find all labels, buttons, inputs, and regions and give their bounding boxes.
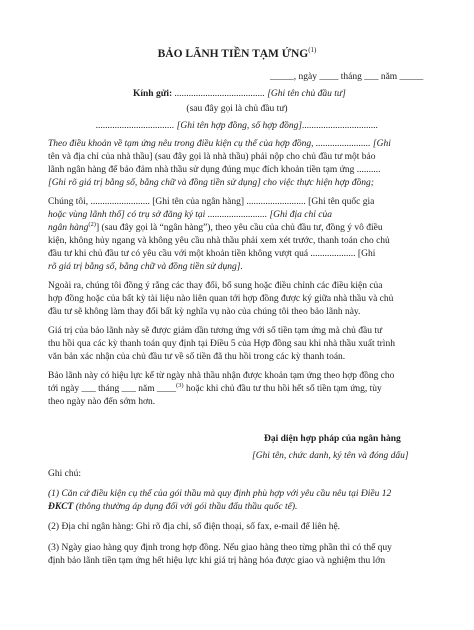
para2-line5: đầu tư khi chủ đầu tư có yêu cầu với một khoản tiền không vượt quá ................... [Ghi [48,249,376,259]
para5-line2 [48,383,382,395]
para4-line1: Giá trị của bảo lãnh này sẽ được giảm dần tương ứng với số tiền tạm ứng mà chủ đầu tư [48,326,383,336]
para2-line2: hoặc vùng lãnh thổ] có trụ sở đăng ký tại ......................... [Ghi địa chỉ của [48,210,332,220]
para4-line3: văn bản xác nhận của chủ đầu tư về số tiền đã thu hồi trong các kỳ thanh toán. [48,352,346,362]
footnote-marker-3: (3) [175,381,184,389]
para3-line2: hợp đồng hoặc của bất kỳ tài liệu nào liên quan tới hợp đồng được ký giữa nhà thầu và chủ [48,294,394,304]
para2-line6: rõ giá trị bằng số, bằng chữ và đồng tiền sử dụng]. [48,262,243,272]
para5-line1: Bảo lãnh này có hiệu lực kể từ ngày nhà thầu nhận được khoản tạm ứng theo hợp đồng cho [48,371,395,381]
note2: (2) Địa chỉ ngân hàng: Ghi rõ địa chỉ, số điện thoại, số fax, e-mail để liên hệ. [48,522,341,532]
contract-field: ................................. [Ghi tên hợp đồng, số hợp đồng]................................ [95,121,379,131]
para1-line2: tên và địa chỉ của nhà thầu] (sau đây gọi là nhà thầu) phải nộp cho chủ đầu tư một bảo [48,152,376,162]
para2-line1: Chúng tôi, ......................... [Ghi tên của ngân hàng] ......................... [Ghi tên quốc gia [48,197,375,207]
recipient-label: Kính gửi: [133,89,173,99]
recipient-field: ...................................... [Ghi tên chủ đầu tư] [172,89,346,99]
para1-line4: [Ghi rõ giá trị bằng số, bằng chữ và đồng tiền sử dụng] cho việc thực hiện hợp đồng; [48,178,374,188]
note3-line1: (3) Ngày giao hàng quy định trong hợp đồng. Nếu giao hàng theo từng phần thì có thể quy [48,543,392,553]
para3-line1: Ngoài ra, chúng tôi đồng ý rằng các thay đổi, bổ sung hoặc điều chỉnh các điều kiện của [48,281,383,291]
note1-tail: (thông thường áp dụng đối với gói thầu đấu thầu quốc tế). [73,502,298,512]
recipient-alias: (sau đây gọi là chủ đầu tư) [186,104,288,114]
validity-date: tới ngày ___ tháng ___ năm ____ [48,384,176,394]
para3-line3: đầu tư sẽ không làm thay đổi bất kỳ nghĩa vụ nào của chúng tôi theo bảo lãnh này. [48,307,361,317]
signature-title: Đại diện hợp pháp của ngân hàng [264,434,401,444]
bank-alias-text: ] (sau đây gọi là “ngân hàng”), theo yêu cầu của chủ đầu tư, đồng ý vô điều [95,223,383,233]
date-line: _____, ngày ____ tháng ___ năm _____ [270,72,424,82]
title-footnote-marker: (1) [308,46,317,55]
notes-heading: Ghi chú: [48,469,81,479]
bank-label: ngân hàng [48,223,89,233]
note1-line1: (1) Căn cứ điều kiện cụ thể của gói thầu mà quy định phù hợp với yêu cầu nêu tại Điều 12 [48,489,392,499]
para4-line2: thu hồi qua các kỳ thanh toán quy định tại Điều 5 của Hợp đồng sau khi nhà thầu xuất trình [48,339,395,349]
recipient-line [133,88,346,100]
para2-line4: kiện, không hủy ngang và không yêu cầu nhà thầu phải xem xét trước, thanh toán cho chủ [48,236,390,246]
note3-line2: định bảo lãnh tiền tạm ứng hết hiệu lực khi giá trị hàng hóa được giao và nghiệm thu lớn [48,556,386,566]
validity-condition: hoặc khi chủ đầu tư thu hồi hết số tiền tạm ứng, tùy [183,384,382,394]
para5-line3: theo ngày nào đến sớm hơn. [48,397,156,407]
dkct-label: ĐKCT [48,502,74,512]
note1-line2 [48,501,297,513]
para2-line3 [48,222,383,234]
document-title: BẢO LÃNH TIỀN TẠM ỨNG$^{(1)}$ [157,46,317,60]
para1-line1: Theo điều khoản về tạm ứng nêu trong điều kiện cụ thể của hợp đồng, ....................... [Ghi [48,139,391,149]
signature-note: [Ghi tên, chức danh, ký tên và đóng dấu] [252,451,409,461]
footnote-marker-2: (2) [88,220,96,228]
para1-line3: lãnh ngân hàng để bảo đảm nhà thầu sử dụng đúng mục đích khoản tiền tạm ứng .......... [48,165,381,175]
